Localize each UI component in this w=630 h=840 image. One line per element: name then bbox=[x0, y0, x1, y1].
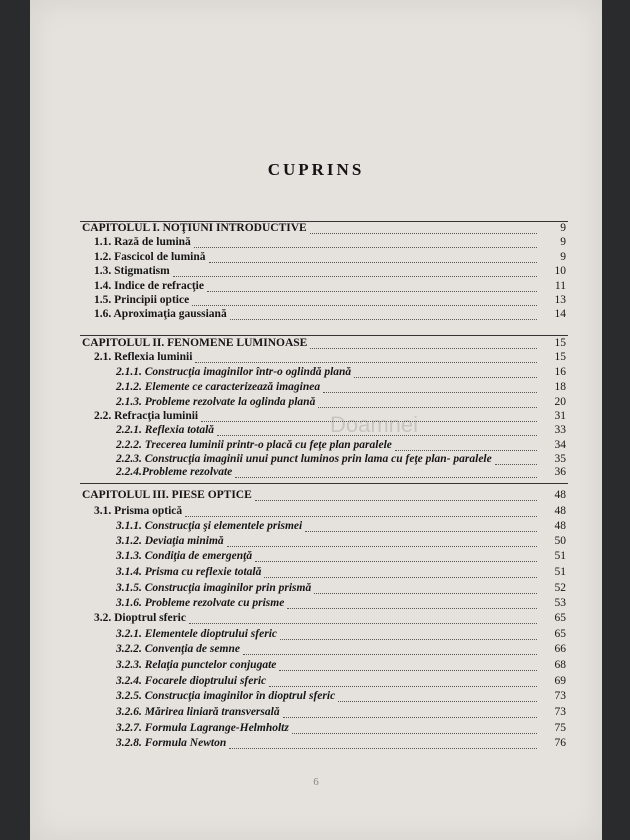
subsection-entry bbox=[116, 466, 566, 480]
entry-label: 3.2.2. Convenţia de semne bbox=[116, 643, 240, 655]
dot-leader bbox=[195, 354, 537, 363]
section-entry bbox=[94, 265, 566, 279]
dot-leader bbox=[255, 553, 537, 562]
subsection-entry bbox=[116, 366, 566, 380]
entry-label: 2.2. Refracţia luminii bbox=[94, 410, 199, 422]
entry-label: CAPITOLUL II. FENOMENE LUMINOASE bbox=[82, 337, 308, 349]
entry-page-number: 31 bbox=[554, 410, 566, 422]
entry-label: 1.2. Fascicol de lumină bbox=[94, 251, 206, 263]
dot-leader bbox=[194, 239, 537, 248]
entry-label: CAPITOLUL I. NOŢIUNI INTRODUCTIVE bbox=[82, 222, 307, 234]
entry-page-number: 48 bbox=[554, 520, 566, 532]
chapter-divider bbox=[80, 483, 568, 484]
entry-page-number: 48 bbox=[554, 489, 566, 501]
entry-page-number: 15 bbox=[554, 351, 566, 363]
subsection-entry bbox=[116, 453, 566, 467]
section-entry bbox=[94, 612, 566, 626]
subsection-entry bbox=[116, 597, 566, 611]
entry-page-number: 69 bbox=[554, 675, 566, 687]
entry-label: 2.1.3. Probleme rezolvate la oglinda plană bbox=[116, 396, 316, 408]
subsection-entry bbox=[116, 722, 566, 736]
subsection-entry bbox=[116, 690, 566, 704]
section-entry bbox=[94, 505, 566, 519]
dot-leader bbox=[209, 254, 538, 263]
dot-leader bbox=[314, 585, 537, 594]
entry-page-number: 15 bbox=[554, 337, 566, 349]
chapter-heading bbox=[82, 222, 566, 236]
entry-page-number: 51 bbox=[554, 550, 566, 562]
subsection-entry bbox=[116, 659, 566, 673]
chapter-heading bbox=[82, 489, 566, 503]
entry-label: 3.1. Prisma optică bbox=[94, 505, 183, 517]
entry-page-number: 65 bbox=[554, 612, 566, 624]
entry-page-number: 9 bbox=[560, 222, 566, 234]
entry-page-number: 11 bbox=[554, 280, 566, 292]
entry-label: 2.2.3. Construcţia imaginii unui punct luminos prin lama cu feţe plan- paralele bbox=[116, 453, 492, 465]
entry-label: 1.3. Stigmatism bbox=[94, 265, 170, 277]
dot-leader bbox=[229, 740, 537, 749]
dot-leader bbox=[279, 662, 537, 671]
dot-leader bbox=[354, 369, 537, 378]
entry-page-number: 33 bbox=[554, 424, 566, 436]
entry-label: 3.2.6. Mărirea liniară transversală bbox=[116, 706, 280, 718]
entry-label: 1.1. Rază de lumină bbox=[94, 236, 191, 248]
dot-leader bbox=[287, 600, 537, 609]
dot-leader bbox=[495, 456, 537, 465]
entry-label: 1.6. Aproximaţia gaussiană bbox=[94, 308, 227, 320]
dot-leader bbox=[305, 523, 537, 532]
entry-label: 1.4. Indice de refracţie bbox=[94, 280, 204, 292]
entry-label: 3.2.1. Elementele dioptrului sferic bbox=[116, 628, 277, 640]
entry-label: 2.1.2. Elemente ce caracterizează imaginea bbox=[116, 381, 321, 393]
dot-leader bbox=[185, 508, 537, 517]
entry-label: 3.1.3. Condiţia de emergenţă bbox=[116, 550, 253, 562]
dot-leader bbox=[292, 725, 537, 734]
subsection-entry bbox=[116, 737, 566, 751]
subsection-entry bbox=[116, 643, 566, 657]
book-page bbox=[30, 0, 602, 840]
entry-label: 2.2.4.Probleme rezolvate bbox=[116, 466, 233, 478]
entry-label: 3.2. Dioptrul sferic bbox=[94, 612, 186, 624]
dot-leader bbox=[323, 384, 537, 393]
entry-page-number: 51 bbox=[554, 566, 566, 578]
dot-leader bbox=[201, 413, 537, 422]
entry-page-number: 68 bbox=[554, 659, 566, 671]
entry-label: 3.1.1. Construcţia şi elementele prismei bbox=[116, 520, 303, 532]
entry-page-number: 66 bbox=[554, 643, 566, 655]
watermark: Doamnei bbox=[330, 412, 419, 437]
subsection-entry bbox=[116, 582, 566, 596]
entry-page-number: 73 bbox=[554, 706, 566, 718]
entry-page-number: 48 bbox=[554, 505, 566, 517]
subsection-entry bbox=[116, 439, 566, 453]
entry-label: 3.2.3. Relaţia punctelor conjugate bbox=[116, 659, 277, 671]
dot-leader bbox=[269, 678, 537, 687]
subsection-entry bbox=[116, 628, 566, 642]
section-entry bbox=[94, 280, 566, 294]
dot-leader bbox=[264, 569, 537, 578]
section-entry bbox=[94, 236, 566, 250]
entry-page-number: 36 bbox=[554, 466, 566, 478]
entry-label: 2.2.2. Trecerea luminii printr-o placă cu feţe plan paralele bbox=[116, 439, 392, 451]
entry-page-number: 9 bbox=[560, 251, 566, 263]
dot-leader bbox=[192, 297, 537, 306]
entry-page-number: 34 bbox=[554, 439, 566, 451]
page-number: 6 bbox=[313, 776, 319, 788]
entry-label: 3.2.4. Focarele dioptrului sferic bbox=[116, 675, 267, 687]
entry-page-number: 10 bbox=[554, 265, 566, 277]
subsection-entry bbox=[116, 566, 566, 580]
dot-leader bbox=[283, 709, 537, 718]
entry-page-number: 18 bbox=[554, 381, 566, 393]
subsection-entry bbox=[116, 535, 566, 549]
entry-page-number: 73 bbox=[554, 690, 566, 702]
entry-page-number: 14 bbox=[554, 308, 566, 320]
entry-page-number: 16 bbox=[554, 366, 566, 378]
subsection-entry bbox=[116, 520, 566, 534]
subsection-entry bbox=[116, 675, 566, 689]
dot-leader bbox=[318, 399, 537, 408]
subsection-entry bbox=[116, 381, 566, 395]
dot-leader bbox=[207, 283, 537, 292]
entry-label: 3.2.5. Construcţia imaginilor în dioptrul sferic bbox=[116, 690, 336, 702]
dot-leader bbox=[173, 268, 537, 277]
dot-leader bbox=[338, 693, 537, 702]
entry-label: 3.2.7. Formula Lagrange-Helmholtz bbox=[116, 722, 289, 734]
subsection-entry bbox=[116, 424, 566, 438]
entry-label: 3.1.6. Probleme rezolvate cu prisme bbox=[116, 597, 285, 609]
entry-label: 3.2.8. Formula Newton bbox=[116, 737, 227, 749]
dot-leader bbox=[310, 340, 537, 349]
entry-page-number: 52 bbox=[554, 582, 566, 594]
dot-leader bbox=[395, 442, 537, 451]
entry-page-number: 20 bbox=[554, 396, 566, 408]
section-entry bbox=[94, 351, 566, 365]
subsection-entry bbox=[116, 706, 566, 720]
entry-label: 2.2.1. Reflexia totală bbox=[116, 424, 215, 436]
page-title: CUPRINS bbox=[267, 160, 365, 179]
entry-page-number: 35 bbox=[554, 453, 566, 465]
entry-page-number: 75 bbox=[554, 722, 566, 734]
entry-label: 3.1.2. Deviaţia minimă bbox=[116, 535, 224, 547]
section-entry bbox=[94, 294, 566, 308]
entry-page-number: 50 bbox=[554, 535, 566, 547]
entry-label: 3.1.4. Prisma cu reflexie totală bbox=[116, 566, 262, 578]
section-entry bbox=[94, 251, 566, 265]
chapter-heading bbox=[82, 337, 566, 351]
entry-label: 3.1.5. Construcţia imaginilor prin prismă bbox=[116, 582, 312, 594]
entry-page-number: 13 bbox=[554, 294, 566, 306]
entry-label: 1.5. Principii optice bbox=[94, 294, 190, 306]
section-entry bbox=[94, 410, 566, 424]
entry-page-number: 76 bbox=[554, 737, 566, 749]
entry-label: CAPITOLUL III. PIESE OPTICE bbox=[82, 489, 252, 501]
chapter-divider bbox=[80, 335, 568, 336]
section-entry bbox=[94, 308, 566, 322]
entry-page-number: 65 bbox=[554, 628, 566, 640]
dot-leader bbox=[310, 225, 537, 234]
dot-leader bbox=[243, 646, 537, 655]
subsection-entry bbox=[116, 550, 566, 564]
entry-label: 2.1.1. Construcţia imaginilor într-o oglindă plană bbox=[116, 366, 352, 378]
dot-leader bbox=[255, 492, 537, 501]
entry-page-number: 53 bbox=[554, 597, 566, 609]
dot-leader bbox=[227, 538, 537, 547]
entry-label: 2.1. Reflexia luminii bbox=[94, 351, 193, 363]
dot-leader bbox=[230, 311, 537, 320]
subsection-entry bbox=[116, 396, 566, 410]
dot-leader bbox=[235, 469, 537, 478]
dot-leader bbox=[217, 427, 537, 436]
entry-page-number: 9 bbox=[560, 236, 566, 248]
dot-leader bbox=[280, 631, 537, 640]
dot-leader bbox=[189, 615, 537, 624]
